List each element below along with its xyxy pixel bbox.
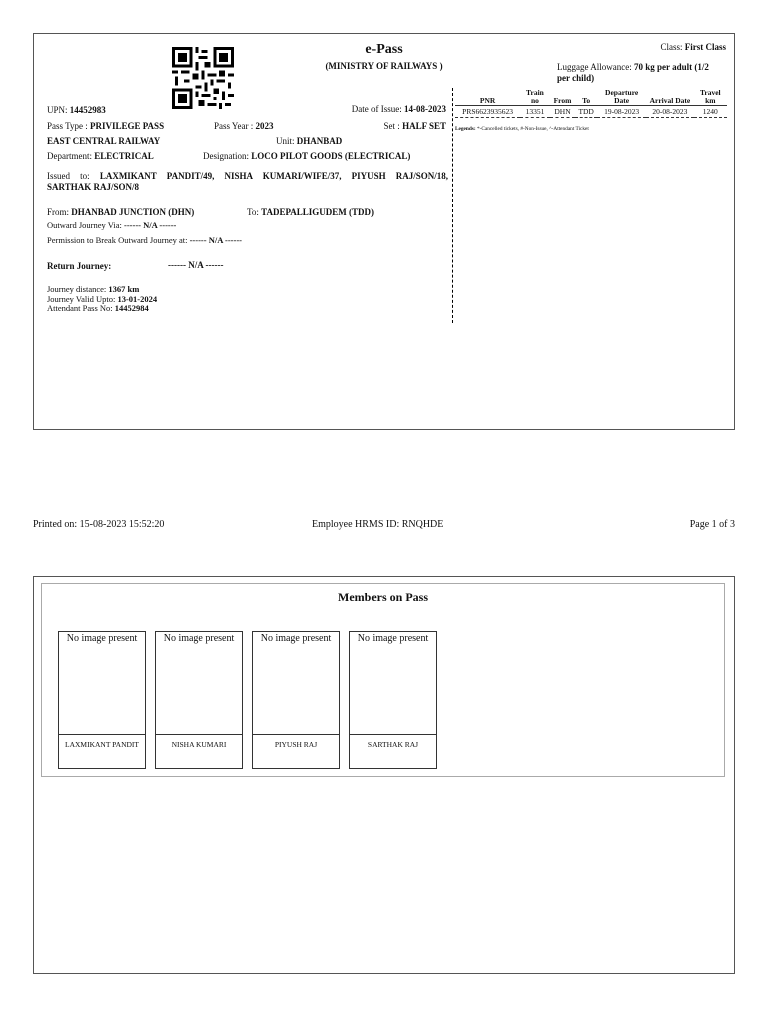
journey-details — [47, 285, 157, 314]
photo-placeholder: No image present — [66, 633, 138, 644]
photo-placeholder: No image present — [357, 633, 429, 644]
travel-km-cell: 1240 — [694, 106, 727, 118]
designation: Designation: LOCO PILOT GOODS (ELECTRICAL) — [203, 151, 411, 161]
photo-placeholder: No image present — [163, 633, 235, 644]
col-travel-km: Travel km — [699, 88, 721, 105]
ticket-table — [455, 89, 727, 118]
arrival-cell: 20-08-2023 — [646, 106, 693, 118]
members-title: Members on Pass — [338, 590, 428, 604]
journey-valid-upto: Journey Valid Upto: 13-01-2024 — [47, 293, 158, 304]
department: Department: ELECTRICAL — [47, 151, 154, 161]
unit: Unit: DHANBAD — [276, 136, 343, 146]
pass-title: e-Pass — [365, 42, 403, 57]
member-card — [252, 631, 340, 769]
pass-set: Set : HALF SET — [383, 121, 446, 131]
pass-type: Pass Type : PRIVILEGE PASS — [47, 121, 165, 131]
member-name: PIYUSH RAJ — [253, 734, 339, 748]
col-from: From — [553, 96, 572, 105]
from-cell: DHN — [550, 106, 576, 118]
departure-cell: 19-08-2023 — [597, 106, 646, 118]
break-journey: Permission to Break Outward Journey at: ------ N/A ------ — [47, 235, 242, 245]
attendant-pass-no: Attendant Pass No: 14452984 — [47, 303, 149, 313]
pass-year: Pass Year : 2023 — [214, 121, 274, 131]
photo-placeholder: No image present — [260, 633, 332, 644]
member-card — [58, 631, 146, 769]
table-row — [455, 106, 727, 118]
member-card — [155, 631, 243, 769]
col-train-no: Train no — [526, 88, 544, 105]
col-pnr: PNR — [479, 96, 496, 105]
journey-distance: Journey distance: 1367 km — [47, 284, 140, 294]
col-departure-date: Departure Date — [605, 88, 639, 105]
train-no-cell: 13351 — [520, 106, 549, 118]
col-to: To — [582, 96, 591, 105]
return-journey-value: ------ N/A ------ — [168, 260, 224, 270]
column-divider — [452, 88, 453, 323]
travel-class: Class: First Class — [660, 42, 726, 52]
ticket-legend: Legends: *-Cancelled tickets, #-Non-Issue, ^-Attendant Ticket — [455, 126, 589, 132]
ticket-table-header — [455, 89, 727, 106]
issued-to-continued: SARTHAK RAJ/SON/8 — [47, 182, 139, 192]
journey-from: From: DHANBAD JUNCTION (DHN) — [47, 207, 195, 217]
pass-subtitle: (MINISTRY OF RAILWAYS ) — [325, 61, 443, 71]
luggage-allowance: Luggage Allowance: 70 kg per adult (1/2 per child) — [557, 62, 709, 83]
pnr-cell: PRS6623935623 — [455, 106, 520, 118]
date-of-issue: Date of Issue: 14-08-2023 — [351, 104, 446, 114]
employee-hrms-id: Employee HRMS ID: RNQHDE — [312, 519, 444, 530]
page-number: Page 1 of 3 — [689, 519, 735, 530]
member-name: NISHA KUMARI — [156, 734, 242, 748]
member-name: SARTHAK RAJ — [350, 734, 436, 748]
member-card — [349, 631, 437, 769]
col-arrival-date: Arrival Date — [649, 96, 691, 105]
issued-to: Issued to: LAXMIKANT PANDIT/49, NISHA KUMARI/WIFE/37, PIYUSH RAJ/SON/18, — [47, 171, 449, 181]
member-name: LAXMIKANT PANDIT — [59, 734, 145, 748]
return-journey-label: Return Journey: — [47, 261, 112, 271]
printed-on: Printed on: 15-08-2023 15:52:20 — [33, 519, 165, 530]
upn: UPN: 14452983 — [47, 105, 106, 115]
outward-journey: Outward Journey Via: ------ N/A ------ — [47, 220, 177, 230]
journey-to: To: TADEPALLIGUDEM (TDD) — [247, 207, 375, 217]
to-cell: TDD — [575, 106, 597, 118]
railway-zone: EAST CENTRAL RAILWAY — [47, 136, 161, 146]
